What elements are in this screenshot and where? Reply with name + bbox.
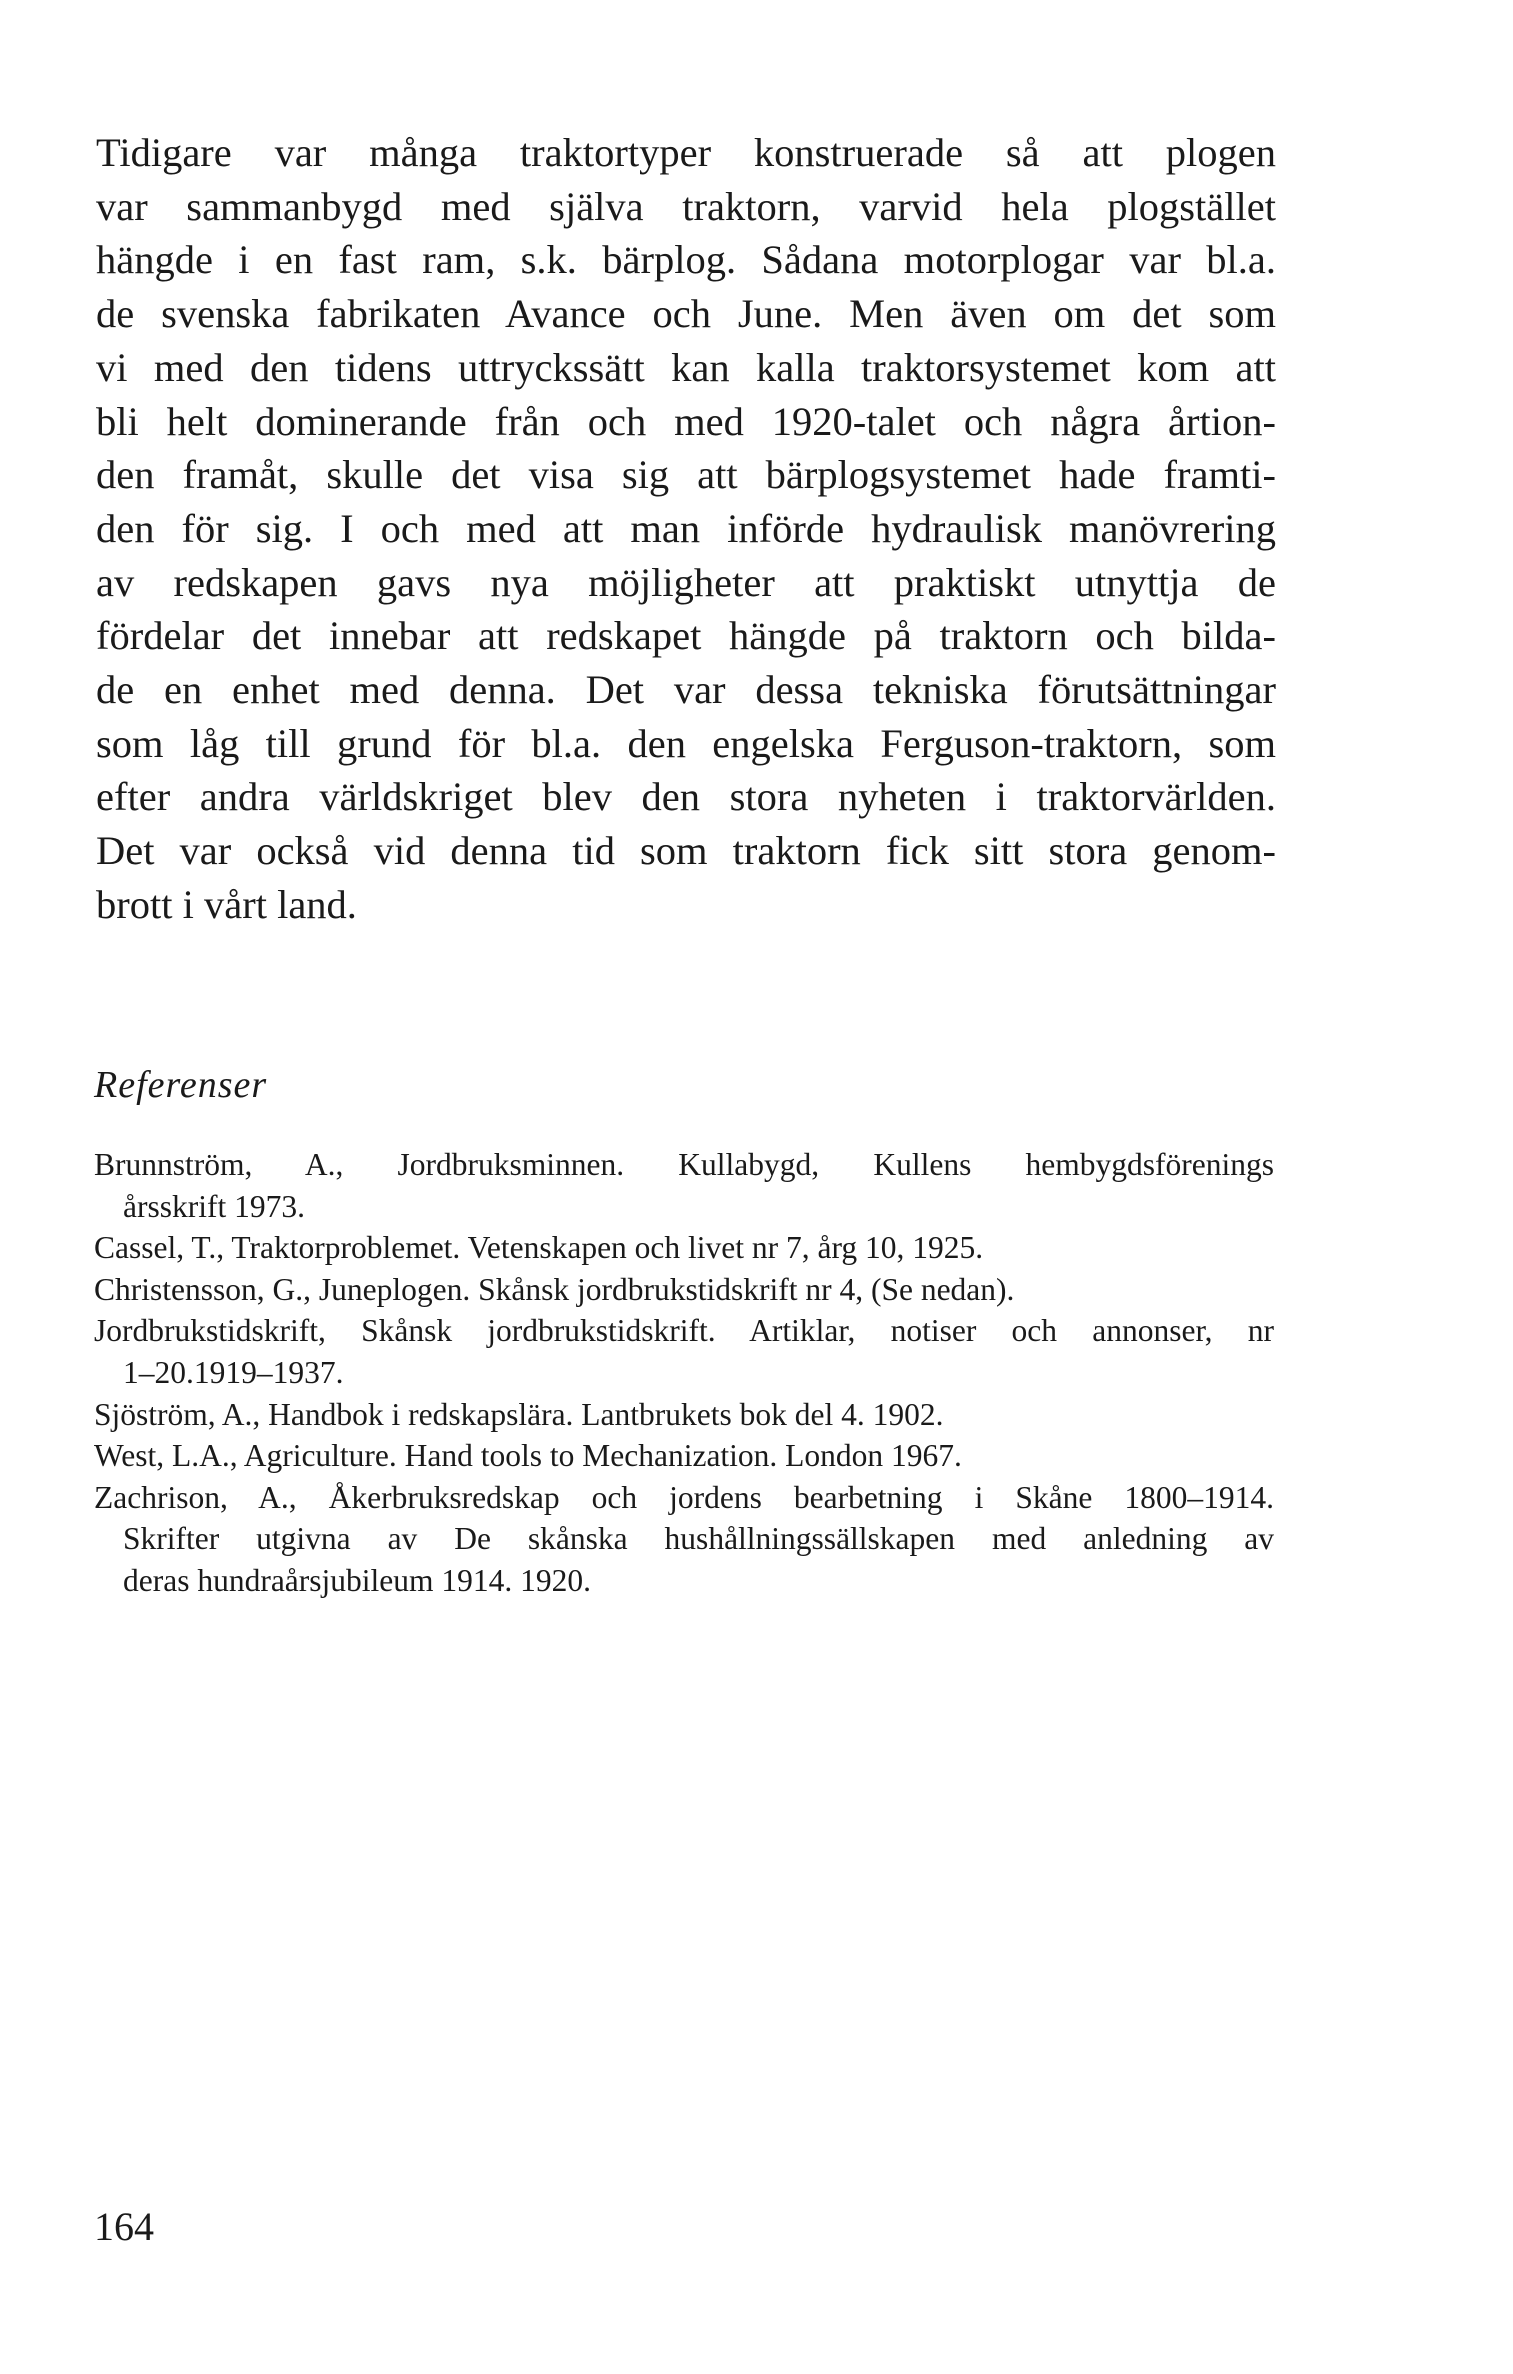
- body-line: som låg till grund för bl.a. den engelska Ferguson-traktorn, som: [96, 720, 1276, 766]
- body-line: bli helt dominerande från och med 1920-talet och några årtion-: [96, 398, 1276, 444]
- body-line: hängde i en fast ram, s.k. bärplog. Sådana motorplogar var bl.a.: [96, 237, 1276, 283]
- reference-line: Jordbrukstidskrift, Skånsk jordbrukstidskrift. Artiklar, notiser och annonser, nr: [94, 1313, 1274, 1349]
- reference-line: deras hundraårsjubileum 1914. 1920.: [123, 1562, 592, 1598]
- reference-line: Zachrison, A., Åkerbruksredskap och jordens bearbetning i Skåne 1800–1914.: [94, 1479, 1274, 1515]
- body-line: av redskapen gavs nya möjligheter att praktiskt utnyttja de: [96, 559, 1276, 605]
- reference-entry: [94, 1310, 1274, 1393]
- body-line: brott i vårt land.: [96, 881, 357, 927]
- reference-entry: [94, 1227, 1274, 1269]
- reference-entry: [94, 1144, 1274, 1227]
- body-line: var sammanbygd med själva traktorn, varvid hela plogstället: [96, 183, 1276, 229]
- reference-line: West, L.A., Agriculture. Hand tools to Mechanization. London 1967.: [94, 1438, 962, 1474]
- body-line: efter andra världskriget blev den stora nyheten i traktorvärlden.: [96, 774, 1276, 820]
- reference-line: Christensson, G., Juneplogen. Skånsk jordbrukstidskrift nr 4, (Se nedan).: [94, 1271, 1015, 1307]
- body-line: de svenska fabrikaten Avance och June. Men även om det som: [96, 291, 1276, 337]
- reference-entry: [94, 1269, 1274, 1311]
- reference-entry: [94, 1394, 1274, 1436]
- page-number: 164: [94, 2204, 154, 2249]
- reference-line: årsskrift 1973.: [123, 1188, 305, 1224]
- reference-entry: [94, 1435, 1274, 1477]
- reference-line: Skrifter utgivna av De skånska hushållningssällskapen med anledning av: [123, 1521, 1274, 1557]
- body-paragraph: [96, 126, 1276, 932]
- reference-line: Sjöström, A., Handbok i redskapslära. Lantbrukets bok del 4. 1902.: [94, 1396, 944, 1432]
- body-line: de en enhet med denna. Det var dessa tekniska förutsättningar: [96, 667, 1276, 713]
- reference-entry: [94, 1477, 1274, 1602]
- body-line: Tidigare var många traktortyper konstruerade så att plogen: [96, 130, 1276, 175]
- body-line: vi med den tidens uttryckssätt kan kalla traktorsystemet kom att: [96, 344, 1276, 390]
- body-line: Det var också vid denna tid som traktorn fick sitt stora genom-: [96, 828, 1276, 874]
- reference-line: 1–20.1919–1937.: [123, 1354, 344, 1390]
- references-heading: Referenser: [94, 1064, 268, 1106]
- reference-line: Brunnström, A., Jordbruksminnen. Kullabygd, Kullens hembygdsförenings: [94, 1147, 1274, 1182]
- body-line: fördelar det innebar att redskapet hängde på traktorn och bilda-: [96, 613, 1276, 659]
- reference-line: Cassel, T., Traktorproblemet. Vetenskapen och livet nr 7, årg 10, 1925.: [94, 1230, 984, 1266]
- references-list: [94, 1144, 1274, 1602]
- body-line: den för sig. I och med att man införde hydraulisk manövrering: [96, 505, 1276, 551]
- body-line: den framåt, skulle det visa sig att bärplogsystemet hade framti-: [96, 452, 1276, 498]
